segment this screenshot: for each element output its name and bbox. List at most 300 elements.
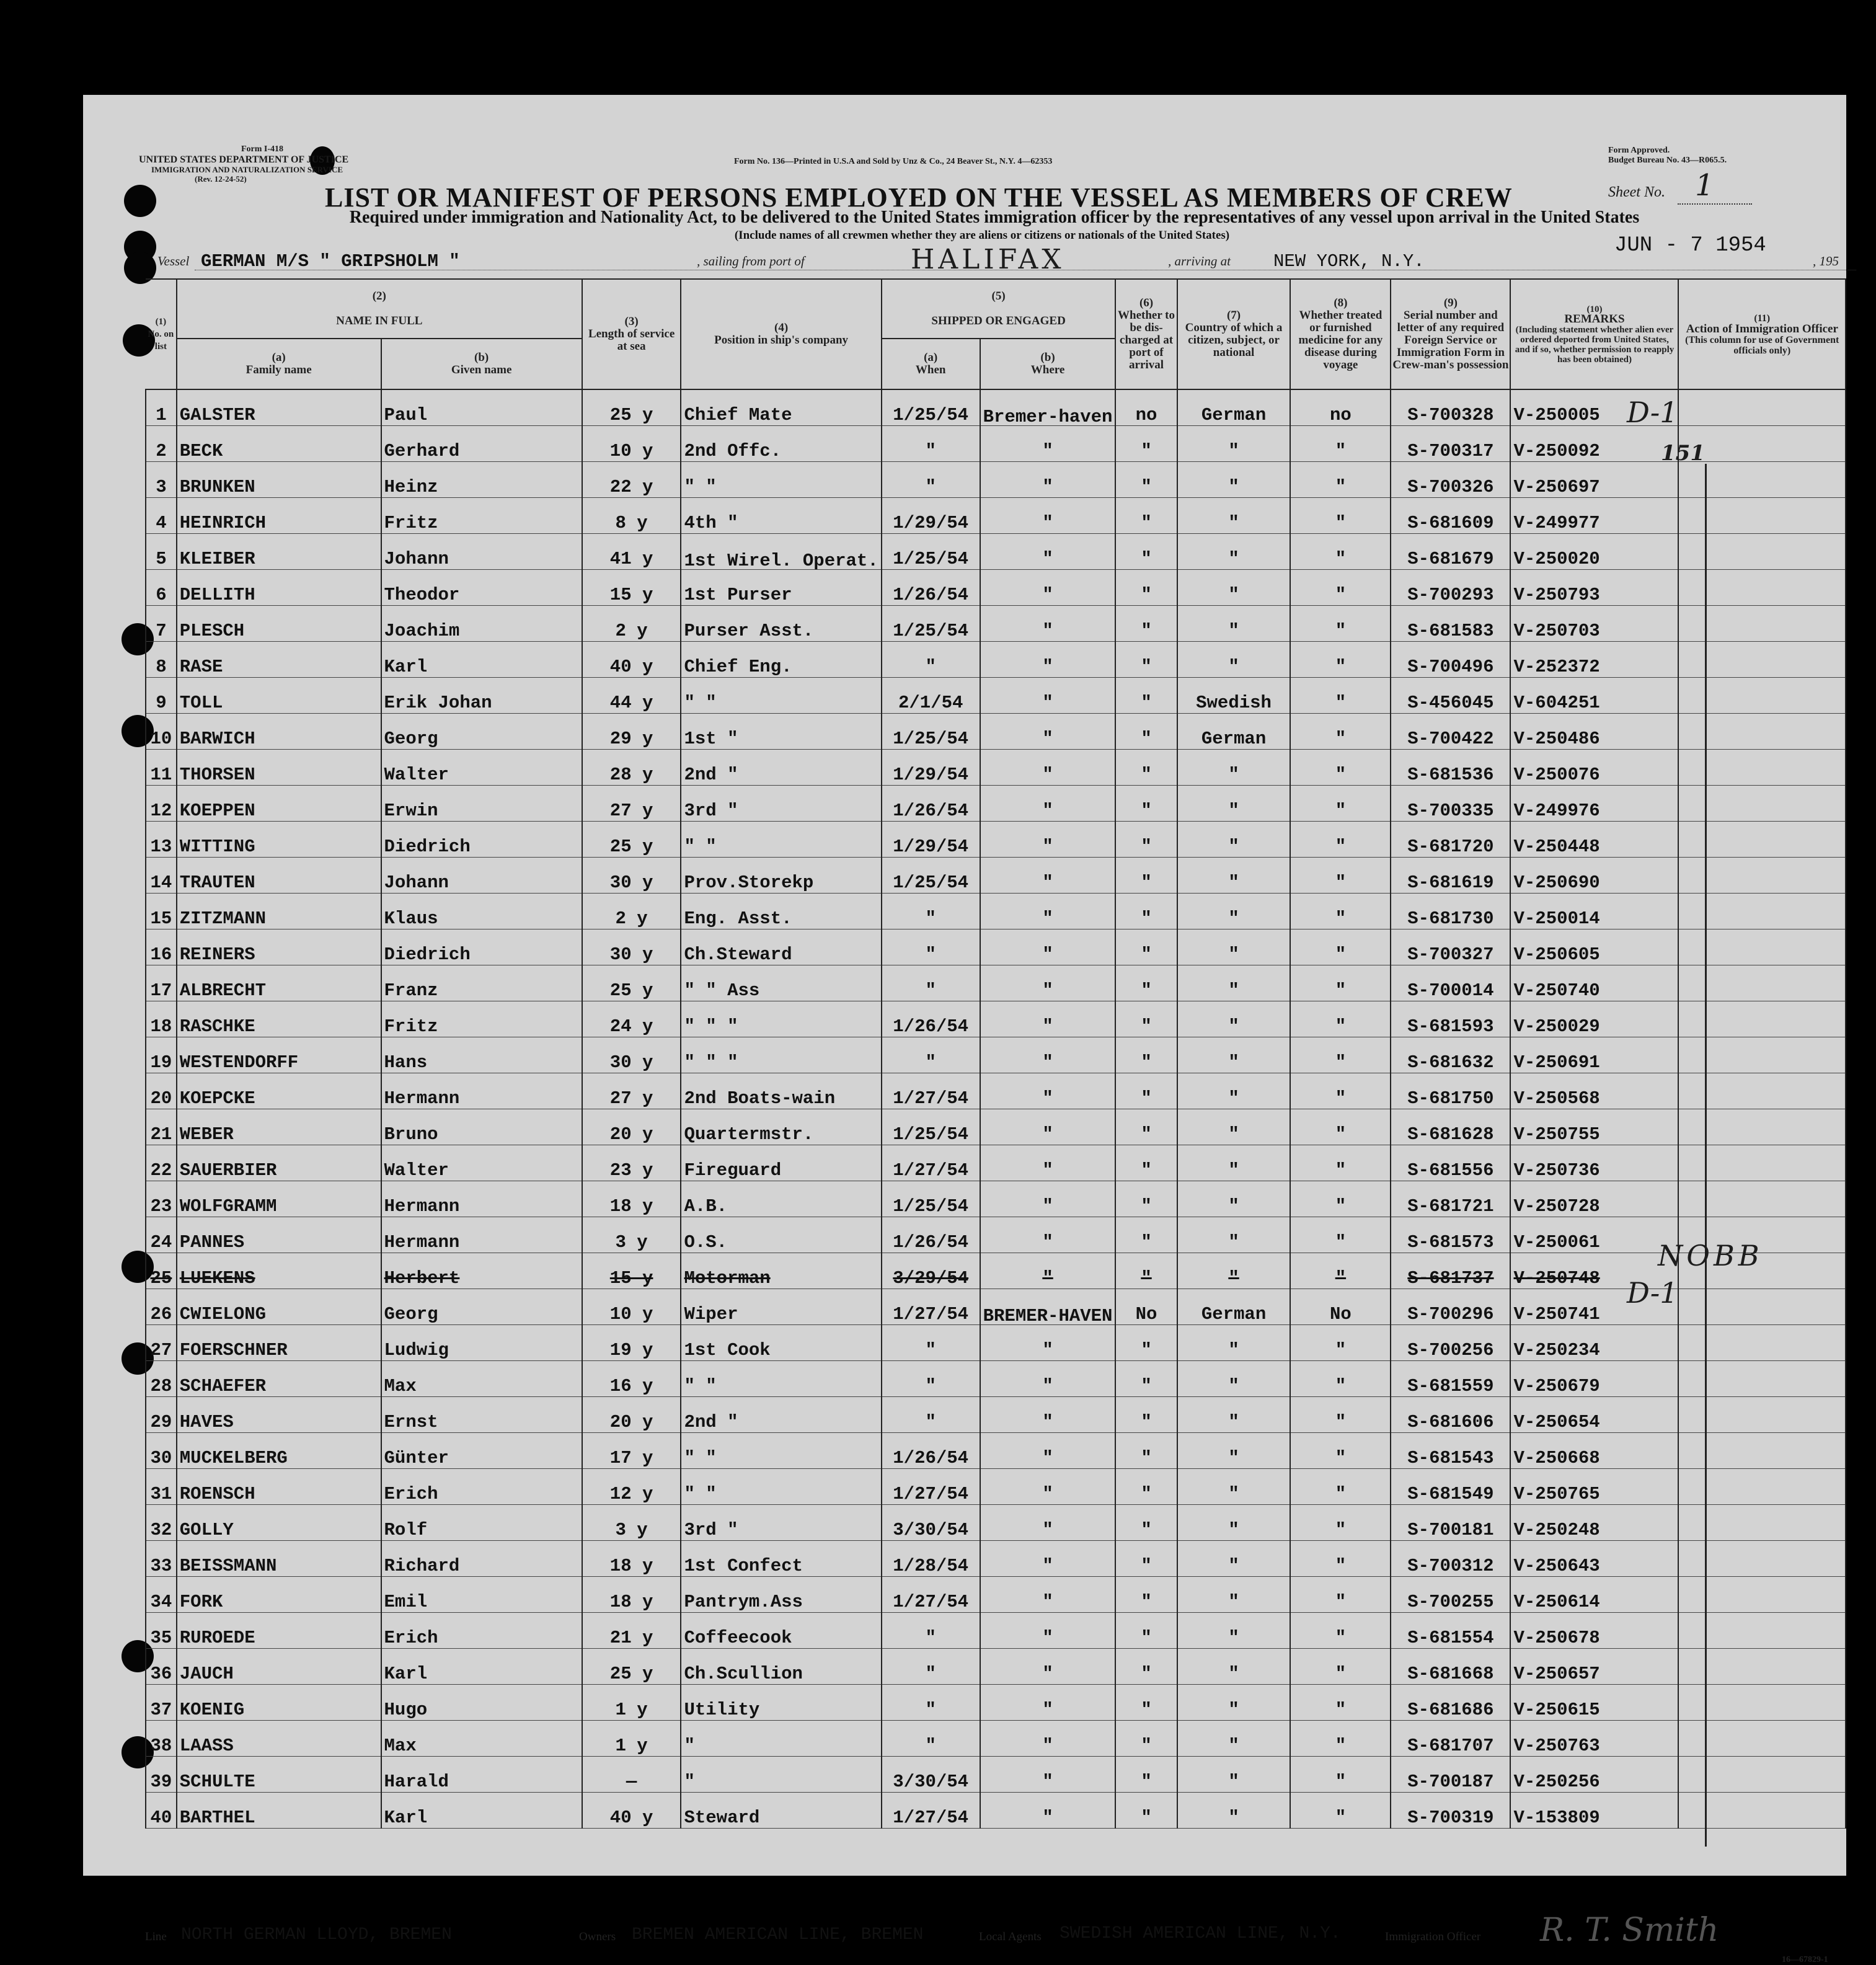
- serial-number: S-700422: [1391, 714, 1510, 750]
- position: Steward: [681, 1793, 881, 1829]
- table-row: [146, 1325, 1846, 1361]
- position: Chief Mate: [681, 389, 881, 426]
- discharged-flag: ": [1115, 1505, 1177, 1541]
- discharged-flag: ": [1115, 570, 1177, 606]
- service-length: 15 y: [582, 570, 681, 606]
- given-name: Theodor: [381, 570, 582, 606]
- crew-number: 37: [146, 1685, 177, 1721]
- shipped-when: 1/27/54: [882, 1289, 980, 1325]
- table-row: [146, 606, 1846, 642]
- revision-line: (Rev. 12-24-52): [195, 174, 247, 184]
- given-name: Franz: [381, 965, 582, 1001]
- given-name: Hermann: [381, 1181, 582, 1217]
- shipped-when: 1/27/54: [882, 1577, 980, 1613]
- treated-flag: ": [1290, 1469, 1391, 1505]
- officer-action-cell: [1678, 389, 1846, 426]
- officer-action-cell: [1678, 1721, 1846, 1757]
- serial-number: S-700317: [1391, 426, 1510, 462]
- discharged-flag: ": [1115, 1253, 1177, 1289]
- discharged-flag: ": [1115, 714, 1177, 750]
- crew-number: 3: [146, 462, 177, 498]
- discharged-flag: ": [1115, 1757, 1177, 1793]
- given-name: Max: [381, 1721, 582, 1757]
- given-name: Rolf: [381, 1505, 582, 1541]
- discharged-flag: ": [1115, 534, 1177, 570]
- family-name: GOLLY: [177, 1505, 381, 1541]
- country: ": [1177, 534, 1291, 570]
- family-name: GALSTER: [177, 389, 381, 426]
- shipped-when: 1/25/54: [882, 606, 980, 642]
- officer-mark: NOBB: [1658, 1239, 1763, 1272]
- officer-action-cell: [1678, 1001, 1846, 1037]
- sheet-underline: [1678, 203, 1752, 205]
- shipped-where: ": [980, 1433, 1116, 1469]
- table-row: [146, 822, 1846, 858]
- table-row: [146, 1289, 1846, 1325]
- given-name: Herbert: [381, 1253, 582, 1289]
- table-row: [146, 1037, 1846, 1073]
- serial-number: S-681730: [1391, 894, 1510, 929]
- crew-number: 33: [146, 1541, 177, 1577]
- shipped-when: ": [882, 426, 980, 462]
- table-row: [146, 1613, 1846, 1649]
- service-length: 30 y: [582, 858, 681, 894]
- vessel-name: GERMAN M/S " GRIPSHOLM ": [201, 251, 460, 272]
- given-name: Walter: [381, 1145, 582, 1181]
- given-name: Harald: [381, 1757, 582, 1793]
- discharged-flag: ": [1115, 1469, 1177, 1505]
- officer-action-cell: [1678, 570, 1846, 606]
- family-name: BRUNKEN: [177, 462, 381, 498]
- country: ": [1177, 1577, 1291, 1613]
- discharged-flag: ": [1115, 1577, 1177, 1613]
- given-name: Hermann: [381, 1073, 582, 1109]
- treated-flag: ": [1290, 929, 1391, 965]
- family-name: CWIELONG: [177, 1289, 381, 1325]
- shipped-where: ": [980, 786, 1116, 822]
- serial-number: S-700326: [1391, 462, 1510, 498]
- serial-number: S-700327: [1391, 929, 1510, 965]
- remarks: V-250614: [1510, 1577, 1678, 1613]
- service-length: 30 y: [582, 929, 681, 965]
- position: Quartermstr.: [681, 1109, 881, 1145]
- family-name: TRAUTEN: [177, 858, 381, 894]
- service-length: 17 y: [582, 1433, 681, 1469]
- family-name: PANNES: [177, 1217, 381, 1253]
- table-row: [146, 462, 1846, 498]
- shipped-where: ": [980, 929, 1116, 965]
- officer-label: Immigration Officer: [1385, 1930, 1481, 1943]
- given-name: Hans: [381, 1037, 582, 1073]
- table-row: [146, 389, 1846, 426]
- service-length: 30 y: [582, 1037, 681, 1073]
- country: ": [1177, 1721, 1291, 1757]
- country: ": [1177, 822, 1291, 858]
- remarks: V-250234: [1510, 1325, 1678, 1361]
- officer-action-cell: [1678, 894, 1846, 929]
- discharged-flag: ": [1115, 858, 1177, 894]
- crew-number: 11: [146, 750, 177, 786]
- col-treated-header: (8) Whether treated or furnished medicine for any disease during voyage: [1290, 279, 1391, 389]
- given-name: Erich: [381, 1613, 582, 1649]
- service-length: 25 y: [582, 1649, 681, 1685]
- family-name: JAUCH: [177, 1649, 381, 1685]
- remarks: V-250643: [1510, 1541, 1678, 1577]
- shipped-when: ": [882, 1397, 980, 1433]
- officer-action-cell: [1678, 1109, 1846, 1145]
- serial-number: S-681750: [1391, 1073, 1510, 1109]
- table-row: [146, 1757, 1846, 1793]
- line-value: NORTH GERMAN LLOYD, BREMEN: [181, 1925, 452, 1945]
- shipped-where: ": [980, 1685, 1116, 1721]
- family-name: LUEKENS: [177, 1253, 381, 1289]
- approval-line: Form Approved.: [1608, 146, 1670, 155]
- shipped-where: ": [980, 570, 1116, 606]
- table-row: [146, 1001, 1846, 1037]
- treated-flag: ": [1290, 786, 1391, 822]
- service-length: 25 y: [582, 965, 681, 1001]
- table-row: [146, 929, 1846, 965]
- shipped-where: ": [980, 822, 1116, 858]
- serial-number: S-681556: [1391, 1145, 1510, 1181]
- col-number-header: (1) No. on list: [146, 279, 177, 389]
- country: ": [1177, 1145, 1291, 1181]
- treated-flag: ": [1290, 1757, 1391, 1793]
- officer-action-cell: [1678, 1541, 1846, 1577]
- discharged-flag: ": [1115, 1793, 1177, 1829]
- table-row: [146, 786, 1846, 822]
- treated-flag: ": [1290, 534, 1391, 570]
- family-name: BARWICH: [177, 714, 381, 750]
- country: ": [1177, 1325, 1291, 1361]
- given-name: Karl: [381, 1793, 582, 1829]
- table-row: [146, 894, 1846, 929]
- shipped-when: 1/26/54: [882, 570, 980, 606]
- serial-number: S-681549: [1391, 1469, 1510, 1505]
- discharged-flag: ": [1115, 1037, 1177, 1073]
- shipped-where: ": [980, 1361, 1116, 1397]
- form-number: Form I-418: [241, 144, 284, 154]
- ditto-line: [1705, 1313, 1707, 1847]
- crew-number: 38: [146, 1721, 177, 1757]
- col-action-header: (11) Action of Immigration Officer (This column for use of Government officials only): [1678, 279, 1846, 389]
- discharged-flag: ": [1115, 1217, 1177, 1253]
- shipped-when: ": [882, 929, 980, 965]
- serial-number: S-681593: [1391, 1001, 1510, 1037]
- position: Utility: [681, 1685, 881, 1721]
- crew-number: 26: [146, 1289, 177, 1325]
- discharged-flag: ": [1115, 822, 1177, 858]
- remarks: V-250740: [1510, 965, 1678, 1001]
- discharged-flag: ": [1115, 929, 1177, 965]
- year-suffix: , 195: [1813, 254, 1839, 268]
- manifest-instruction: (Include names of all crewmen whether they are aliens or citizens or nationals of the United States): [734, 229, 1230, 242]
- treated-flag: ": [1290, 678, 1391, 714]
- service-length: 23 y: [582, 1145, 681, 1181]
- crew-number: 35: [146, 1613, 177, 1649]
- officer-action-cell: [1678, 714, 1846, 750]
- position: 2nd ": [681, 750, 881, 786]
- officer-action-cell: [1678, 1757, 1846, 1793]
- position: " ": [681, 678, 881, 714]
- family-name: HAVES: [177, 1397, 381, 1433]
- treated-flag: ": [1290, 1685, 1391, 1721]
- officer-mark: D-1: [1627, 396, 1678, 429]
- discharged-flag: ": [1115, 1361, 1177, 1397]
- shipped-when: 3/30/54: [882, 1757, 980, 1793]
- officer-action-cell: [1678, 1505, 1846, 1541]
- treated-flag: ": [1290, 1001, 1391, 1037]
- shipped-when: ": [882, 1037, 980, 1073]
- officer-action-cell: [1678, 858, 1846, 894]
- table-row: [146, 1685, 1846, 1721]
- officer-signature: R. T. Smith: [1540, 1912, 1719, 1949]
- remarks: V-250005: [1510, 389, 1678, 426]
- serial-number: S-681707: [1391, 1721, 1510, 1757]
- family-name: FORK: [177, 1577, 381, 1613]
- family-name: RUROEDE: [177, 1613, 381, 1649]
- treated-flag: ": [1290, 750, 1391, 786]
- treated-flag: ": [1290, 965, 1391, 1001]
- serial-number: S-681721: [1391, 1181, 1510, 1217]
- table-row: [146, 1145, 1846, 1181]
- position: " ": [681, 1361, 881, 1397]
- discharged-flag: ": [1115, 678, 1177, 714]
- shipped-where: ": [980, 858, 1116, 894]
- service-length: 41 y: [582, 534, 681, 570]
- service-length: 29 y: [582, 714, 681, 750]
- officer-action-cell: [1678, 678, 1846, 714]
- remarks: V-250605: [1510, 929, 1678, 965]
- service-length: 27 y: [582, 786, 681, 822]
- crew-number: 9: [146, 678, 177, 714]
- service-length: 2 y: [582, 606, 681, 642]
- shipped-when: ": [882, 1721, 980, 1757]
- position: 1st Wirel. Operat.: [681, 534, 881, 570]
- crew-number: 7: [146, 606, 177, 642]
- position: 2nd Offc.: [681, 426, 881, 462]
- treated-flag: ": [1290, 1073, 1391, 1109]
- position: " " ": [681, 1001, 881, 1037]
- officer-action-cell: [1678, 929, 1846, 965]
- shipped-where: ": [980, 1757, 1116, 1793]
- arriving-label: , arriving at: [1168, 254, 1231, 268]
- position: Chief Eng.: [681, 642, 881, 678]
- treated-flag: ": [1290, 1721, 1391, 1757]
- shipped-when: 1/27/54: [882, 1145, 980, 1181]
- col-name-header: (2) NAME IN FULL: [177, 279, 582, 339]
- given-name: Diedrich: [381, 929, 582, 965]
- table-row: [146, 534, 1846, 570]
- country: ": [1177, 1649, 1291, 1685]
- serial-number: S-456045: [1391, 678, 1510, 714]
- shipped-when: ": [882, 1361, 980, 1397]
- crew-number: 29: [146, 1397, 177, 1433]
- treated-flag: ": [1290, 1649, 1391, 1685]
- given-name: Fritz: [381, 498, 582, 534]
- service-length: 21 y: [582, 1613, 681, 1649]
- remarks: V-250076: [1510, 750, 1678, 786]
- family-name: DELLITH: [177, 570, 381, 606]
- service-length: 19 y: [582, 1325, 681, 1361]
- col-remarks-header: (10) REMARKS (Including statement whether alien ever ordered deported from United States, and if so, whether permission to reapply has been obtained): [1510, 279, 1678, 389]
- service-length: 1 y: [582, 1685, 681, 1721]
- country: ": [1177, 1397, 1291, 1433]
- table-row: [146, 426, 1846, 462]
- given-name: Diedrich: [381, 822, 582, 858]
- given-name: Günter: [381, 1433, 582, 1469]
- shipped-when: 1/26/54: [882, 1217, 980, 1253]
- remarks: V-250691: [1510, 1037, 1678, 1073]
- table-row: [146, 1181, 1846, 1217]
- given-name: Johann: [381, 534, 582, 570]
- position: Prov.Storekp: [681, 858, 881, 894]
- given-name: Richard: [381, 1541, 582, 1577]
- given-name: Emil: [381, 1577, 582, 1613]
- country: ": [1177, 1685, 1291, 1721]
- discharged-flag: ": [1115, 606, 1177, 642]
- treated-flag: ": [1290, 1613, 1391, 1649]
- treated-flag: ": [1290, 426, 1391, 462]
- service-length: 25 y: [582, 822, 681, 858]
- treated-flag: ": [1290, 1505, 1391, 1541]
- shipped-when: ": [882, 1685, 980, 1721]
- country: ": [1177, 750, 1291, 786]
- officer-action-cell: [1678, 462, 1846, 498]
- ditto-line: [1705, 464, 1707, 1357]
- treated-flag: ": [1290, 570, 1391, 606]
- arrival-port: NEW YORK, N.Y.: [1273, 251, 1425, 272]
- family-name: ZITZMANN: [177, 894, 381, 929]
- position: 2nd Boats-wain: [681, 1073, 881, 1109]
- serial-number: S-700014: [1391, 965, 1510, 1001]
- treated-flag: ": [1290, 1181, 1391, 1217]
- given-name: Max: [381, 1361, 582, 1397]
- shipped-where: ": [980, 1541, 1116, 1577]
- service-length: 10 y: [582, 1289, 681, 1325]
- serial-number: S-700255: [1391, 1577, 1510, 1613]
- serial-number: S-681720: [1391, 822, 1510, 858]
- shipped-when: 1/29/54: [882, 750, 980, 786]
- shipped-when: 1/25/54: [882, 534, 980, 570]
- crew-number: 13: [146, 822, 177, 858]
- country: ": [1177, 1037, 1291, 1073]
- serial-number: S-681559: [1391, 1361, 1510, 1397]
- treated-flag: ": [1290, 1325, 1391, 1361]
- discharged-flag: ": [1115, 894, 1177, 929]
- position: ": [681, 1757, 881, 1793]
- remarks: V-250697: [1510, 462, 1678, 498]
- service-length: 40 y: [582, 1793, 681, 1829]
- position: ": [681, 1721, 881, 1757]
- shipped-where: ": [980, 1649, 1116, 1685]
- remarks: V-250690: [1510, 858, 1678, 894]
- treated-flag: No: [1290, 1289, 1391, 1325]
- discharged-flag: ": [1115, 1613, 1177, 1649]
- position: Motorman: [681, 1253, 881, 1289]
- family-name: BEISSMANN: [177, 1541, 381, 1577]
- remarks: V-250092: [1510, 426, 1678, 462]
- country: ": [1177, 1361, 1291, 1397]
- country: ": [1177, 570, 1291, 606]
- table-row: [146, 965, 1846, 1001]
- country: ": [1177, 1109, 1291, 1145]
- crew-number: 39: [146, 1757, 177, 1793]
- crew-number: 4: [146, 498, 177, 534]
- shipped-when: ": [882, 462, 980, 498]
- serial-number: S-681686: [1391, 1685, 1510, 1721]
- sailing-port: HALIFAX: [911, 244, 1065, 275]
- shipped-when: ": [882, 894, 980, 929]
- given-name: Ernst: [381, 1397, 582, 1433]
- serial-number: S-681554: [1391, 1613, 1510, 1649]
- shipped-when: 1/27/54: [882, 1469, 980, 1505]
- crew-number: 12: [146, 786, 177, 822]
- shipped-where: ": [980, 498, 1116, 534]
- remarks: V-250654: [1510, 1397, 1678, 1433]
- treated-flag: ": [1290, 606, 1391, 642]
- position: 3rd ": [681, 786, 881, 822]
- service-length: 10 y: [582, 426, 681, 462]
- serial-number: S-700296: [1391, 1289, 1510, 1325]
- position: Pantrym.Ass: [681, 1577, 881, 1613]
- discharged-flag: ": [1115, 498, 1177, 534]
- discharged-flag: ": [1115, 426, 1177, 462]
- remarks: V-250020: [1510, 534, 1678, 570]
- shipped-when: 2/1/54: [882, 678, 980, 714]
- officer-action-cell: [1678, 1361, 1846, 1397]
- position: 1st Cook: [681, 1325, 881, 1361]
- table-row: [146, 1253, 1846, 1289]
- serial-number: S-681583: [1391, 606, 1510, 642]
- col-when-header: (a) When: [882, 339, 980, 389]
- country: Swedish: [1177, 678, 1291, 714]
- officer-action-cell: [1678, 1649, 1846, 1685]
- family-name: KOEPCKE: [177, 1073, 381, 1109]
- country: German: [1177, 714, 1291, 750]
- officer-action-cell: [1678, 1145, 1846, 1181]
- service-length: 24 y: [582, 1001, 681, 1037]
- remarks: V-250763: [1510, 1721, 1678, 1757]
- treated-flag: ": [1290, 1037, 1391, 1073]
- shipped-when: 1/26/54: [882, 1433, 980, 1469]
- remarks: V-604251: [1510, 678, 1678, 714]
- sheet-label: Sheet No.: [1608, 184, 1665, 200]
- remarks: V-250748: [1510, 1253, 1678, 1289]
- remarks: V-250765: [1510, 1469, 1678, 1505]
- serial-number: S-681668: [1391, 1649, 1510, 1685]
- table-row: [146, 1793, 1846, 1829]
- family-name: KLEIBER: [177, 534, 381, 570]
- given-name: Erich: [381, 1469, 582, 1505]
- serial-number: S-700181: [1391, 1505, 1510, 1541]
- officer-action-cell: [1678, 1289, 1846, 1325]
- family-name: SAUERBIER: [177, 1145, 381, 1181]
- country: ": [1177, 786, 1291, 822]
- shipped-where: ": [980, 1397, 1116, 1433]
- discharged-flag: ": [1115, 1397, 1177, 1433]
- discharged-flag: ": [1115, 1433, 1177, 1469]
- family-name: KOENIG: [177, 1685, 381, 1721]
- table-row: [146, 1217, 1846, 1253]
- shipped-when: 1/25/54: [882, 1181, 980, 1217]
- discharged-flag: ": [1115, 1721, 1177, 1757]
- treated-flag: ": [1290, 1253, 1391, 1289]
- serial-number: S-681632: [1391, 1037, 1510, 1073]
- serial-number: S-700335: [1391, 786, 1510, 822]
- officer-action-cell: [1678, 498, 1846, 534]
- sailing-label: , sailing from port of: [697, 254, 805, 268]
